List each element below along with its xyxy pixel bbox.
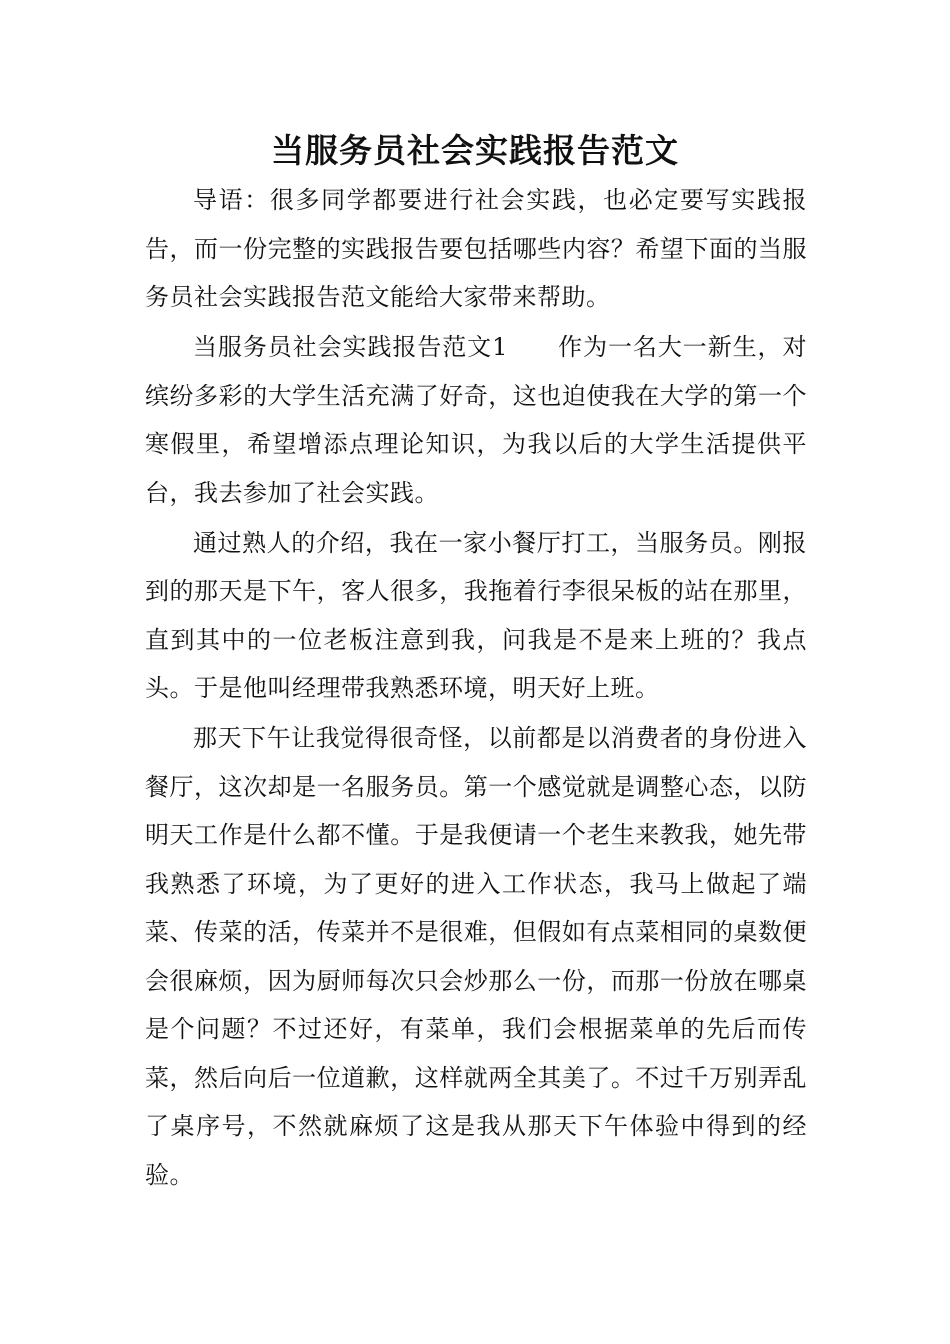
paragraph-3: 那天下午让我觉得很奇怪，以前都是以消费者的身份进入餐厅，这次却是一名服务员。第一个感觉就是调整心态，以防明天工作是什么都不懂。于是我便请一个老生来教我，她先带我熟悉了环境，为了更好的进入工作状态，我马上做起了端菜、传菜的活，传菜并不是很难，但假如有点菜相同的桌数便会很麻烦，因为厨师每次只会炒那么一份，而那一份放在哪桌是个问题？不过还好，有菜单，我们会根据菜单的先后而传菜，然后向后一位道歉，这样就两全其美了。不过千万别弄乱了桌序号，不然就麻烦了这是我从那天下午体验中得到的经验。 [145,724,807,1189]
paragraph-2: 通过熟人的介绍，我在一家小餐厅打工，当服务员。刚报到的那天是下午，客人很多，我拖着行李很呆板的站在那里，直到其中的一位老板注意到我，问我是不是来上班的？我点头。于是他叫经理带我熟悉环境，明天好上班。 [145,528,807,702]
paragraph-1: 当服务员社会实践报告范文1 作为一名大一新生，对缤纷多彩的大学生活充满了好奇，这也迫使我在大学的第一个寒假里，希望增添点理论知识，为我以后的大学生活提供平台，我去参加了社会实践。 [145,333,807,507]
document-title: 当服务员社会实践报告范文 [271,131,679,170]
paragraph-intro: 导语：很多同学都要进行社会实践，也必定要写实践报告，而一份完整的实践报告要包括哪些内容？希望下面的当服务员社会实践报告范文能给大家带来帮助。 [145,186,807,311]
document-body [145,176,807,1201]
